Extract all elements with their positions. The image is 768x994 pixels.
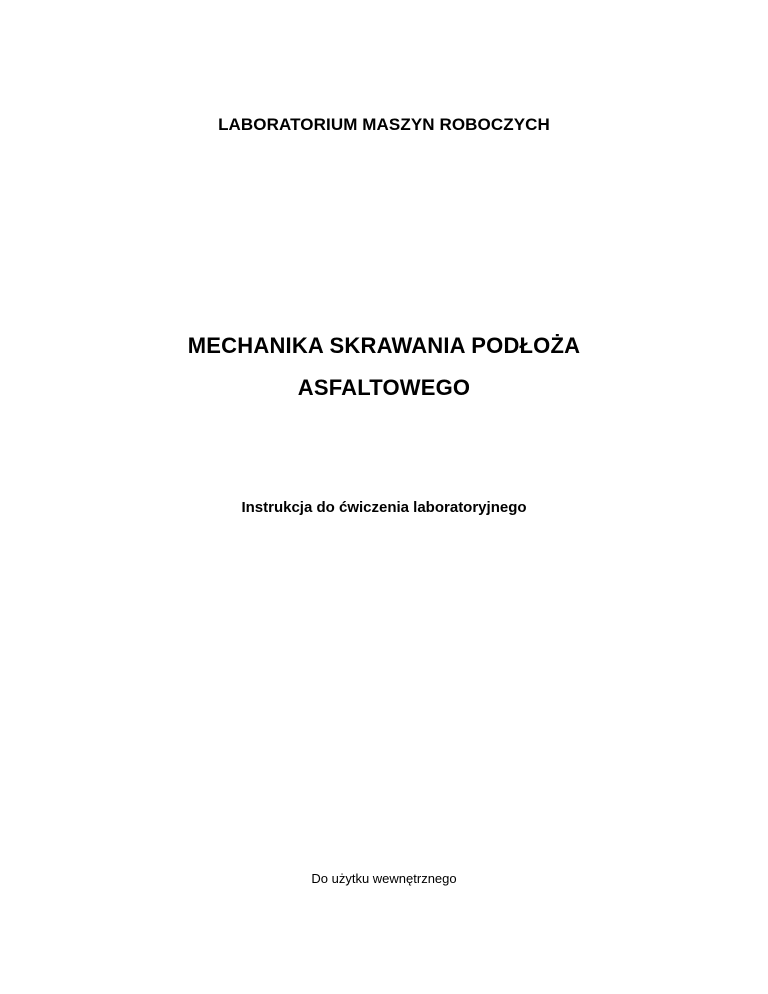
internal-use-note: Do użytku wewnętrznego <box>311 871 457 886</box>
document-title-line-1: MECHANIKA SKRAWANIA PODŁOŻA <box>187 333 581 358</box>
laboratory-name: LABORATORIUM MASZYN ROBOCZYCH <box>218 115 550 134</box>
document-subtitle: Instrukcja do ćwiczenia laboratoryjnego <box>241 499 527 516</box>
document-title-line-2: ASFALTOWEGO <box>297 375 471 400</box>
